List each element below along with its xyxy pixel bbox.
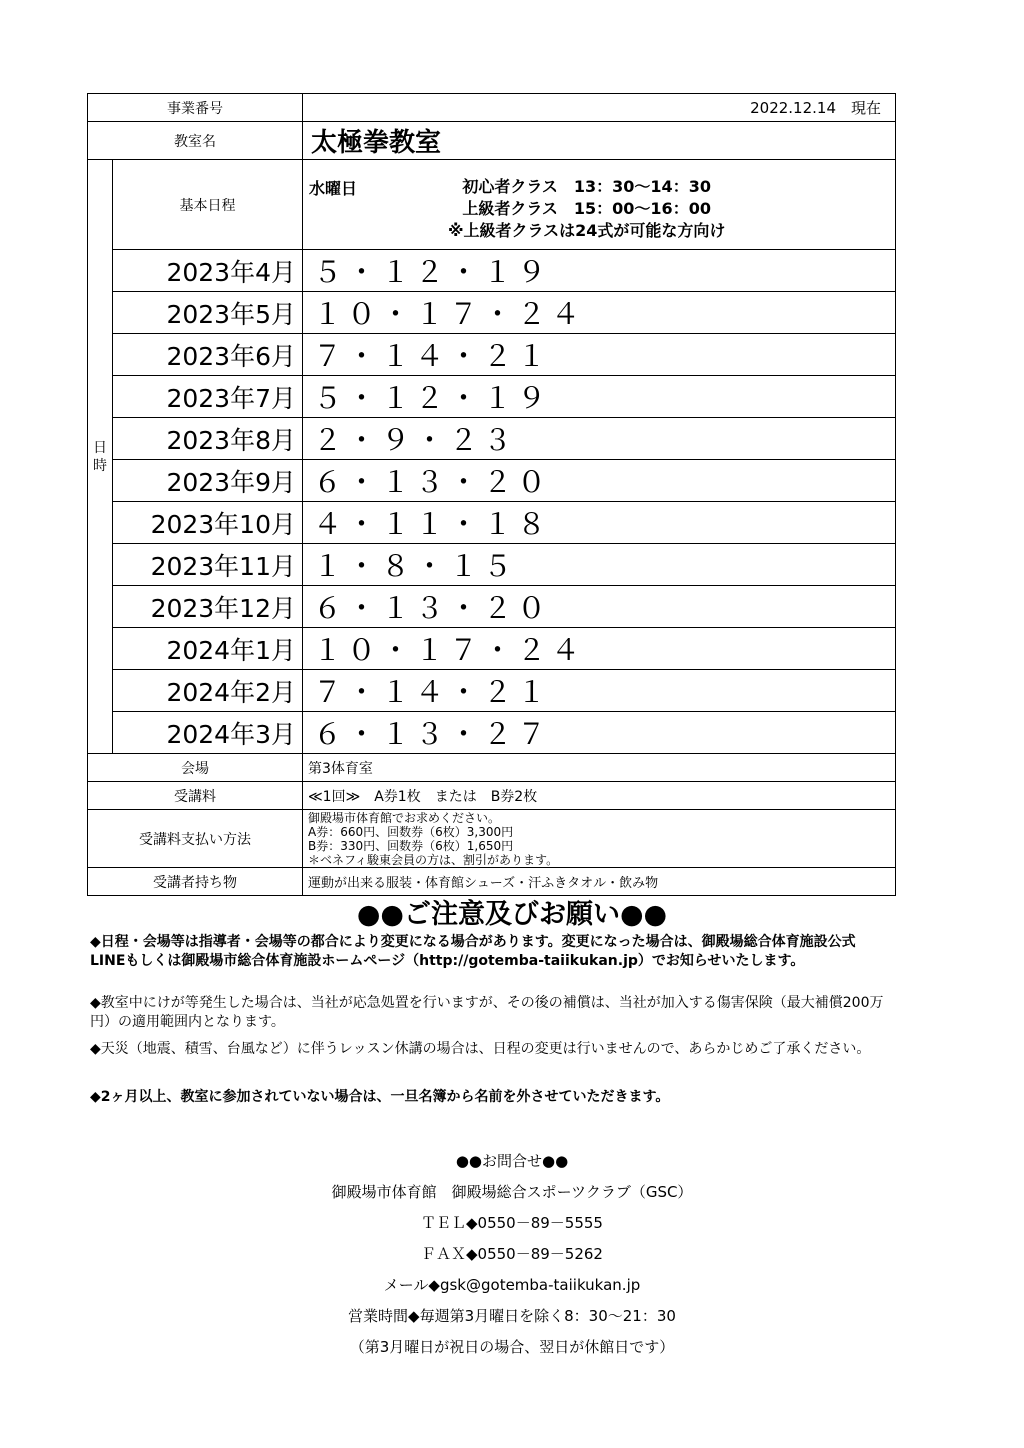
payment-line: 御殿場市体育館でお求めください。 — [308, 810, 501, 825]
month-row — [88, 460, 896, 502]
classroom-label: 教室名 — [88, 122, 303, 160]
month-days: ２・９・２３ — [303, 418, 896, 460]
payment-line: B券：330円、回数券（6枚）1,650円 — [308, 838, 514, 853]
month-days: ６・１３・２０ — [303, 586, 896, 628]
basic-schedule-label: 基本日程 — [113, 160, 303, 250]
month-label: 2023年11月 — [113, 544, 303, 586]
items-value: 運動が出来る服装・体育館シューズ・汗ふきタオル・飲み物 — [303, 868, 896, 896]
month-days: １・８・１５ — [303, 544, 896, 586]
contact-org: 御殿場市体育館 御殿場総合スポーツクラブ（GSC） — [331, 1183, 693, 1201]
month-days: ５・１２・１９ — [303, 250, 896, 292]
month-row — [88, 586, 896, 628]
notice-title: ●●ご注意及びお願い●● — [356, 899, 668, 930]
month-days: ６・１３・２０ — [303, 460, 896, 502]
schedule-table — [87, 93, 896, 896]
month-days: ７・１４・２１ — [303, 670, 896, 712]
month-label: 2024年3月 — [113, 712, 303, 754]
month-row — [88, 250, 896, 292]
weekday: 水曜日 — [309, 179, 358, 198]
notice-schedule-change: ◆日程・会場等は指導者・会場等の都合により変更になる場合があります。変更になった場合は、御殿場総合体育施設公式LINEもしくは御殿場市総合体育施設ホームページ（http://gotemba-taiikukan.jp）でお知らせいたします。 — [90, 934, 856, 969]
month-label: 2023年5月 — [113, 292, 303, 334]
contact-mail: メール◆gsk@gotemba-taiikukan.jp — [383, 1276, 641, 1294]
notice-disaster: ◆天災（地震、積雪、台風など）に伴うレッスン休講の場合は、日程の変更は行いませんので、あらかじめご了承ください。 — [90, 1041, 871, 1057]
month-row — [88, 628, 896, 670]
basic-schedule — [303, 160, 896, 250]
month-label: 2024年2月 — [113, 670, 303, 712]
month-days: ６・１３・２７ — [303, 712, 896, 754]
month-row — [88, 670, 896, 712]
month-row — [88, 712, 896, 754]
contact-hours: 営業時間◆毎週第3月曜日を除く8：30～21：30 — [348, 1307, 676, 1325]
month-label: 2024年1月 — [113, 628, 303, 670]
fee-value: ≪1回≫ A券1枚 または B券2枚 — [303, 782, 896, 810]
payment-line: ＊ベネフィ駿東会員の方は、割引があります。 — [308, 852, 559, 867]
payment-value — [303, 810, 896, 868]
contact-title: ●●お問合せ●● — [455, 1152, 569, 1170]
datetime-vertical-label — [88, 160, 113, 754]
fee-label: 受講料 — [88, 782, 303, 810]
month-days: ４・１１・１８ — [303, 502, 896, 544]
contact-tel: ＴＥＬ◆0550－89－5555 — [421, 1214, 603, 1232]
items-label: 受講者持ち物 — [88, 868, 303, 896]
month-label: 2023年6月 — [113, 334, 303, 376]
date-stamp: 2022.12.14 現在 — [303, 94, 896, 122]
classroom-name: 太極拳教室 — [303, 122, 896, 160]
venue-value: 第3体育室 — [303, 754, 896, 782]
month-row — [88, 376, 896, 418]
month-row — [88, 418, 896, 460]
contact-block — [0, 1146, 1024, 1363]
contact-note: （第3月曜日が祝日の場合、翌日が休館日です） — [349, 1338, 675, 1356]
advanced-note: ※上級者クラスは24式が可能な方向け — [448, 221, 726, 240]
month-label: 2023年9月 — [113, 460, 303, 502]
month-days: １０・１７・２４ — [303, 628, 896, 670]
month-label: 2023年12月 — [113, 586, 303, 628]
month-label: 2023年7月 — [113, 376, 303, 418]
payment-label: 受講料支払い方法 — [88, 810, 303, 868]
contact-fax: ＦＡＸ◆0550－89－5262 — [421, 1245, 603, 1263]
datetime-vertical-text: 日 時 — [93, 439, 107, 474]
month-label: 2023年4月 — [113, 250, 303, 292]
month-row — [88, 334, 896, 376]
month-days: ５・１２・１９ — [303, 376, 896, 418]
month-row — [88, 544, 896, 586]
beginner-class: 初心者クラス 13：30～14：30 — [462, 177, 711, 196]
month-row — [88, 502, 896, 544]
jigyo-label: 事業番号 — [88, 94, 303, 122]
payment-line: A券：660円、回数券（6枚）3,300円 — [308, 824, 514, 839]
venue-label: 会場 — [88, 754, 303, 782]
month-label: 2023年8月 — [113, 418, 303, 460]
notice-injury: ◆教室中にけが等発生した場合は、当社が応急処置を行いますが、その後の補償は、当社が加入する傷害保険（最大補償200万円）の適用範囲内となります。 — [90, 995, 884, 1030]
month-days: ７・１４・２１ — [303, 334, 896, 376]
month-days: １０・１７・２４ — [303, 292, 896, 334]
month-row — [88, 292, 896, 334]
month-label: 2023年10月 — [113, 502, 303, 544]
advanced-class: 上級者クラス 15：00～16：00 — [462, 199, 711, 218]
notice-absence: ◆2ヶ月以上、教室に参加されていない場合は、一旦名簿から名前を外させていただきます。 — [90, 1089, 670, 1105]
